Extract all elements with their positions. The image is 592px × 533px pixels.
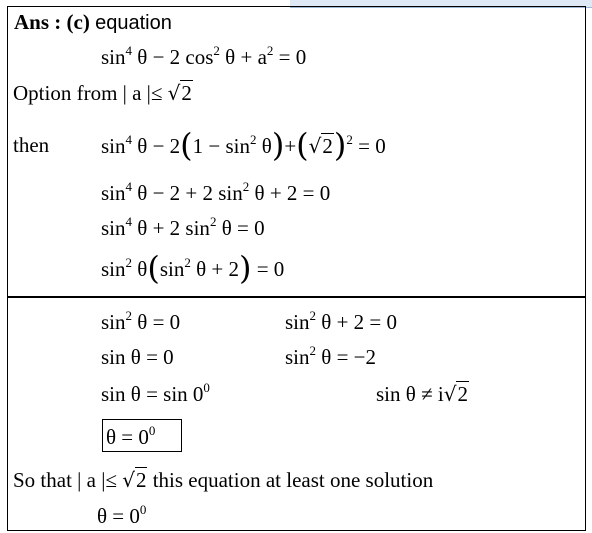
- sqrt-symbol: √2: [308, 134, 333, 158]
- sqrt-symbol: √2: [167, 81, 192, 105]
- section-divider: [7, 296, 586, 298]
- sqrt-symbol: √2: [443, 382, 468, 406]
- answer-option: (c): [66, 10, 90, 34]
- answer-label: Ans :: [14, 10, 62, 34]
- final-result: $\theta = 0^0$: [97, 502, 147, 528]
- answer-word: equation: [95, 12, 172, 34]
- option-line: Option from | a |≤ √2: [13, 81, 192, 105]
- left-step-1: $\sin^2 \theta = 0$: [101, 308, 181, 334]
- right-step-2: $\sin^2 \theta = -2$: [285, 343, 377, 369]
- equation-main: $\sin^4 \theta - 2$ $\cos^2 \theta + a^2 = 0$: [101, 43, 307, 69]
- then-label: then: [13, 133, 50, 157]
- boxed-result-text: $\theta = 0^0$: [106, 423, 156, 449]
- equation-step-3: $\sin^4 \theta + 2$ $\sin^2 \theta = 0$: [101, 214, 265, 240]
- conclusion-line: So that | a |≤ √2 this equation at least one solution: [13, 468, 434, 492]
- left-step-2: sin θ = 0: [101, 345, 174, 369]
- answer-heading: [14, 10, 172, 35]
- right-step-1: $\sin^2 \theta + 2 = 0$: [285, 308, 398, 334]
- equation-step-4: $\sin^2 \theta(\sin^2$ θ + 2) = 0: [101, 249, 285, 287]
- left-step-3: $\sin \theta = \sin 0^0$: [101, 380, 210, 406]
- equation-then: $\sin^4 \theta - 2(1 - \sin^2 \theta)+(√2)^2 = 0$: [101, 126, 386, 164]
- right-step-3: sin θ ≠ i√2: [376, 382, 468, 406]
- equation-step-2: $\sin^4 \theta - 2 + 2$ $\sin^2 \theta + 2 = 0$: [101, 179, 331, 205]
- sqrt-symbol: √2: [122, 468, 147, 492]
